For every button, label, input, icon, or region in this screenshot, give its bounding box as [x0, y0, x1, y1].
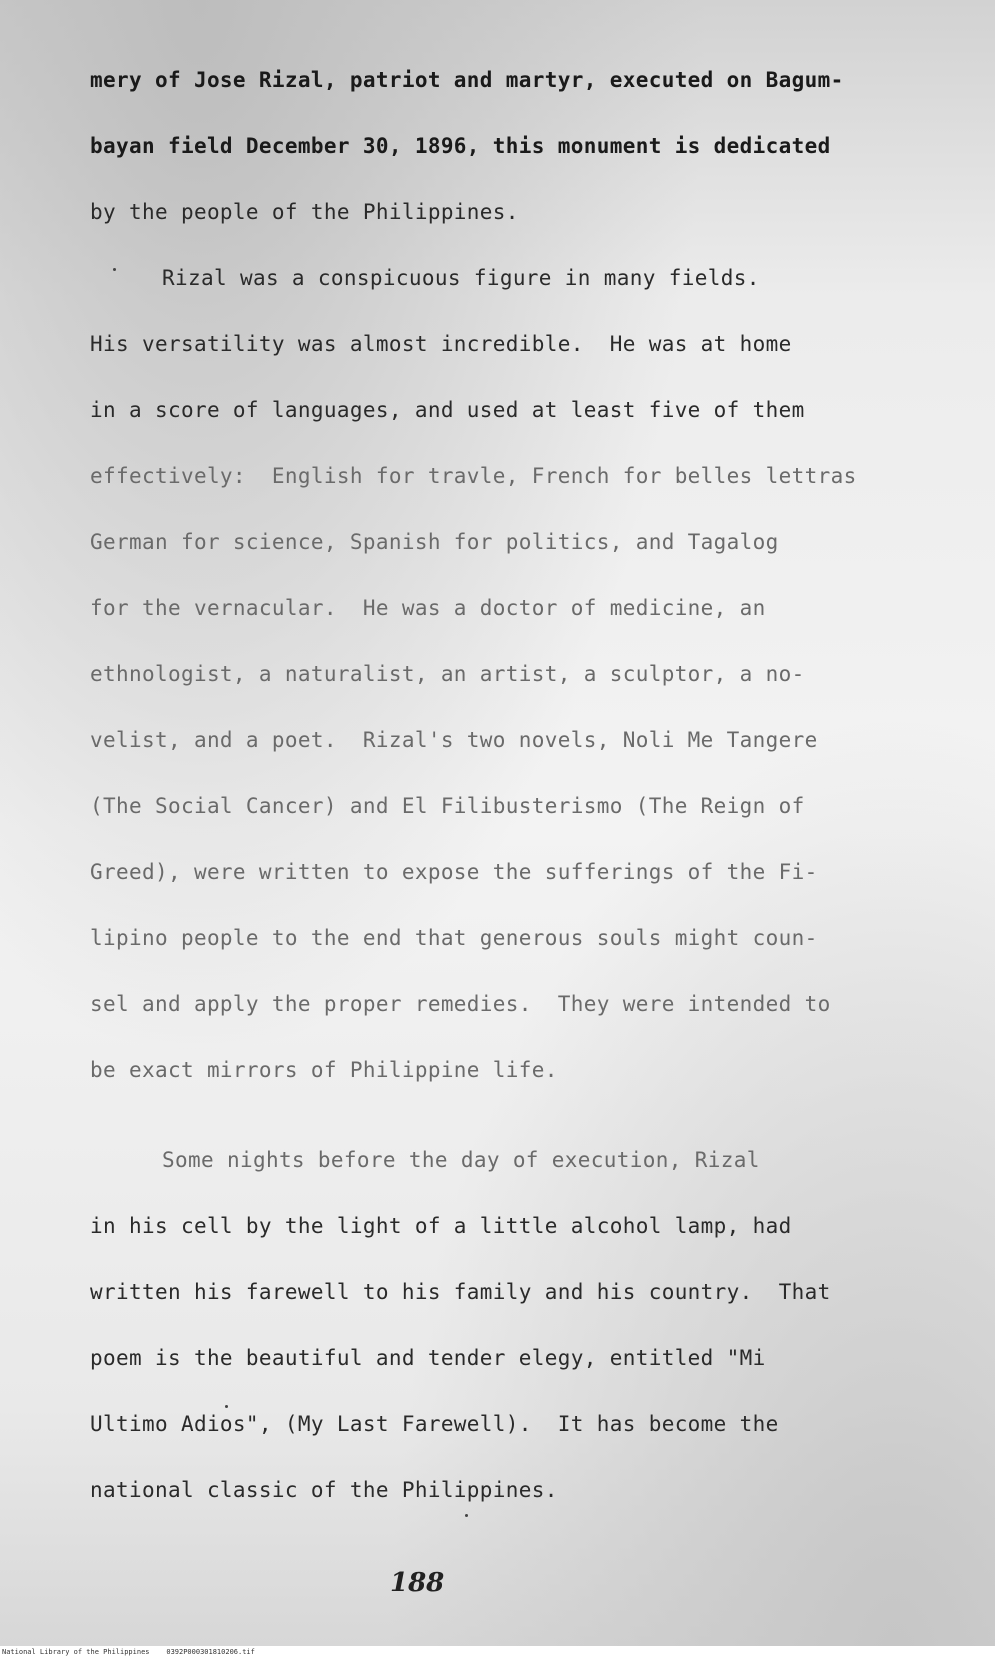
- page-number: 188: [390, 1568, 445, 1598]
- text-line: velist, and a poet. Rizal's two novels, Noli Me Tangere: [90, 728, 818, 752]
- speck: [225, 1405, 228, 1408]
- text-line: effectively: English for travle, French for belles lettras: [90, 464, 857, 488]
- archive-footer: National Library of the Philippines 0392P000301810206.tif: [0, 1646, 995, 1658]
- text-line: poem is the beautiful and tender elegy, entitled "Mi: [90, 1346, 766, 1370]
- text-line: be exact mirrors of Philippine life.: [90, 1058, 558, 1082]
- text-line: sel and apply the proper remedies. They were intended to: [90, 992, 831, 1016]
- text-line: His versatility was almost incredible. He was at home: [90, 332, 792, 356]
- text-line: in a score of languages, and used at least five of them: [90, 398, 805, 422]
- text-line: Ultimo Adios", (My Last Farewell). It has become the: [90, 1412, 779, 1436]
- text-line: written his farewell to his family and his country. That: [90, 1280, 831, 1304]
- speck: [465, 1514, 468, 1517]
- text-line: by the people of the Philippines.: [90, 200, 519, 224]
- text-line: bayan field December 30, 1896, this monument is dedicated: [90, 134, 831, 158]
- text-line: for the vernacular. He was a doctor of medicine, an: [90, 596, 766, 620]
- text-line: Some nights before the day of execution, Rizal: [162, 1148, 760, 1172]
- text-line: (The Social Cancer) and El Filibusterismo (The Reign of: [90, 794, 805, 818]
- text-line: German for science, Spanish for politics, and Tagalog: [90, 530, 779, 554]
- speck: [113, 268, 116, 271]
- text-line: national classic of the Philippines.: [90, 1478, 558, 1502]
- text-line: in his cell by the light of a little alcohol lamp, had: [90, 1214, 792, 1238]
- text-line: ethnologist, a naturalist, an artist, a sculptor, a no-: [90, 662, 805, 686]
- text-line: lipino people to the end that generous souls might coun-: [90, 926, 818, 950]
- text-line: mery of Jose Rizal, patriot and martyr, executed on Bagum-: [90, 68, 844, 92]
- text-line: Rizal was a conspicuous figure in many fields.: [162, 266, 760, 290]
- text-line: Greed), were written to expose the sufferings of the Fi-: [90, 860, 818, 884]
